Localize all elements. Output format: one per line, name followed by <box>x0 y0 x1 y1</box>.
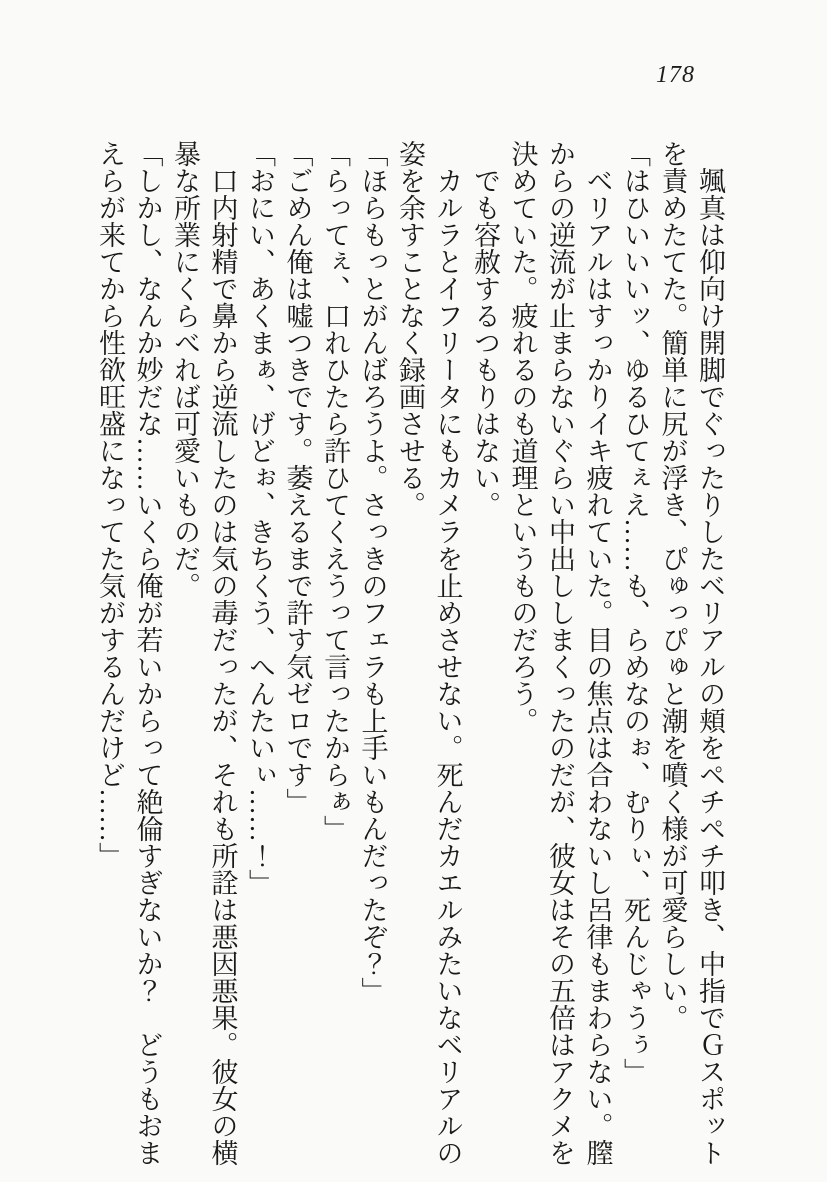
text-line: 颯真は仰向け開脚でぐったりしたベリアルの頬をペチペチ叩き、中指でＧスポット <box>695 167 725 1166</box>
text-line: からの逆流が止まらないぐらい中出ししまくったのだが、彼女はその五倍はアクメを <box>545 140 575 1166</box>
text-line: 「はひいいいッ、ゆるひてぇえ……も、らめなのぉ、むりぃ、死んじゃうぅ」 <box>620 140 650 1085</box>
text-line: えらが来てから性欲旺盛になってた気がするんだけど……」 <box>95 140 125 869</box>
text-line: 「しかし、なんか妙だな……いくら俺が若いからって絶倫すぎないか？ どうもおま <box>132 140 163 1166</box>
text-line: 「らってぇ、口れひたら許ひてくえうって言ったからぁ」 <box>320 140 350 842</box>
text-line: 決めていた。疲れるのも道理というものだろう。 <box>507 140 538 734</box>
text-line: でも容赦するつもりはない。 <box>470 167 500 518</box>
page-text <box>91 140 729 1180</box>
text-line: 口内射精で鼻から逆流したのは気の毒だったが、それも所詮は悪因悪果。彼女の横 <box>207 167 238 1166</box>
text-line: 「おにい、あくまぁ、げどぉ、きちくう、へんたいぃ……！」 <box>245 140 275 896</box>
text-line: ベリアルはすっかりイキ疲れていた。目の焦点は合わないし呂律もまわらない。膣 <box>582 167 613 1166</box>
text-line: を責めたてた。簡単に尻が浮き、ぴゅっぴゅと潮を噴く様が可愛らしい。 <box>657 140 688 1031</box>
text-line: 姿を余すことなく録画させる。 <box>395 140 425 518</box>
text-line: 「ほらもっとがんばろうよ。さっきのフェラも上手いもんだったぞ？」 <box>357 140 388 1004</box>
text-line: 暴な所業にくらべれば可愛いものだ。 <box>170 140 200 599</box>
page-number: 178 <box>656 62 695 88</box>
text-line: カルラとイフリータにもカメラを止めさせない。死んだカエルみたいなベリアルの <box>432 167 463 1166</box>
text-line: 「ごめん俺は嘘つきです。萎えるまで許す気ゼロです」 <box>282 140 313 815</box>
